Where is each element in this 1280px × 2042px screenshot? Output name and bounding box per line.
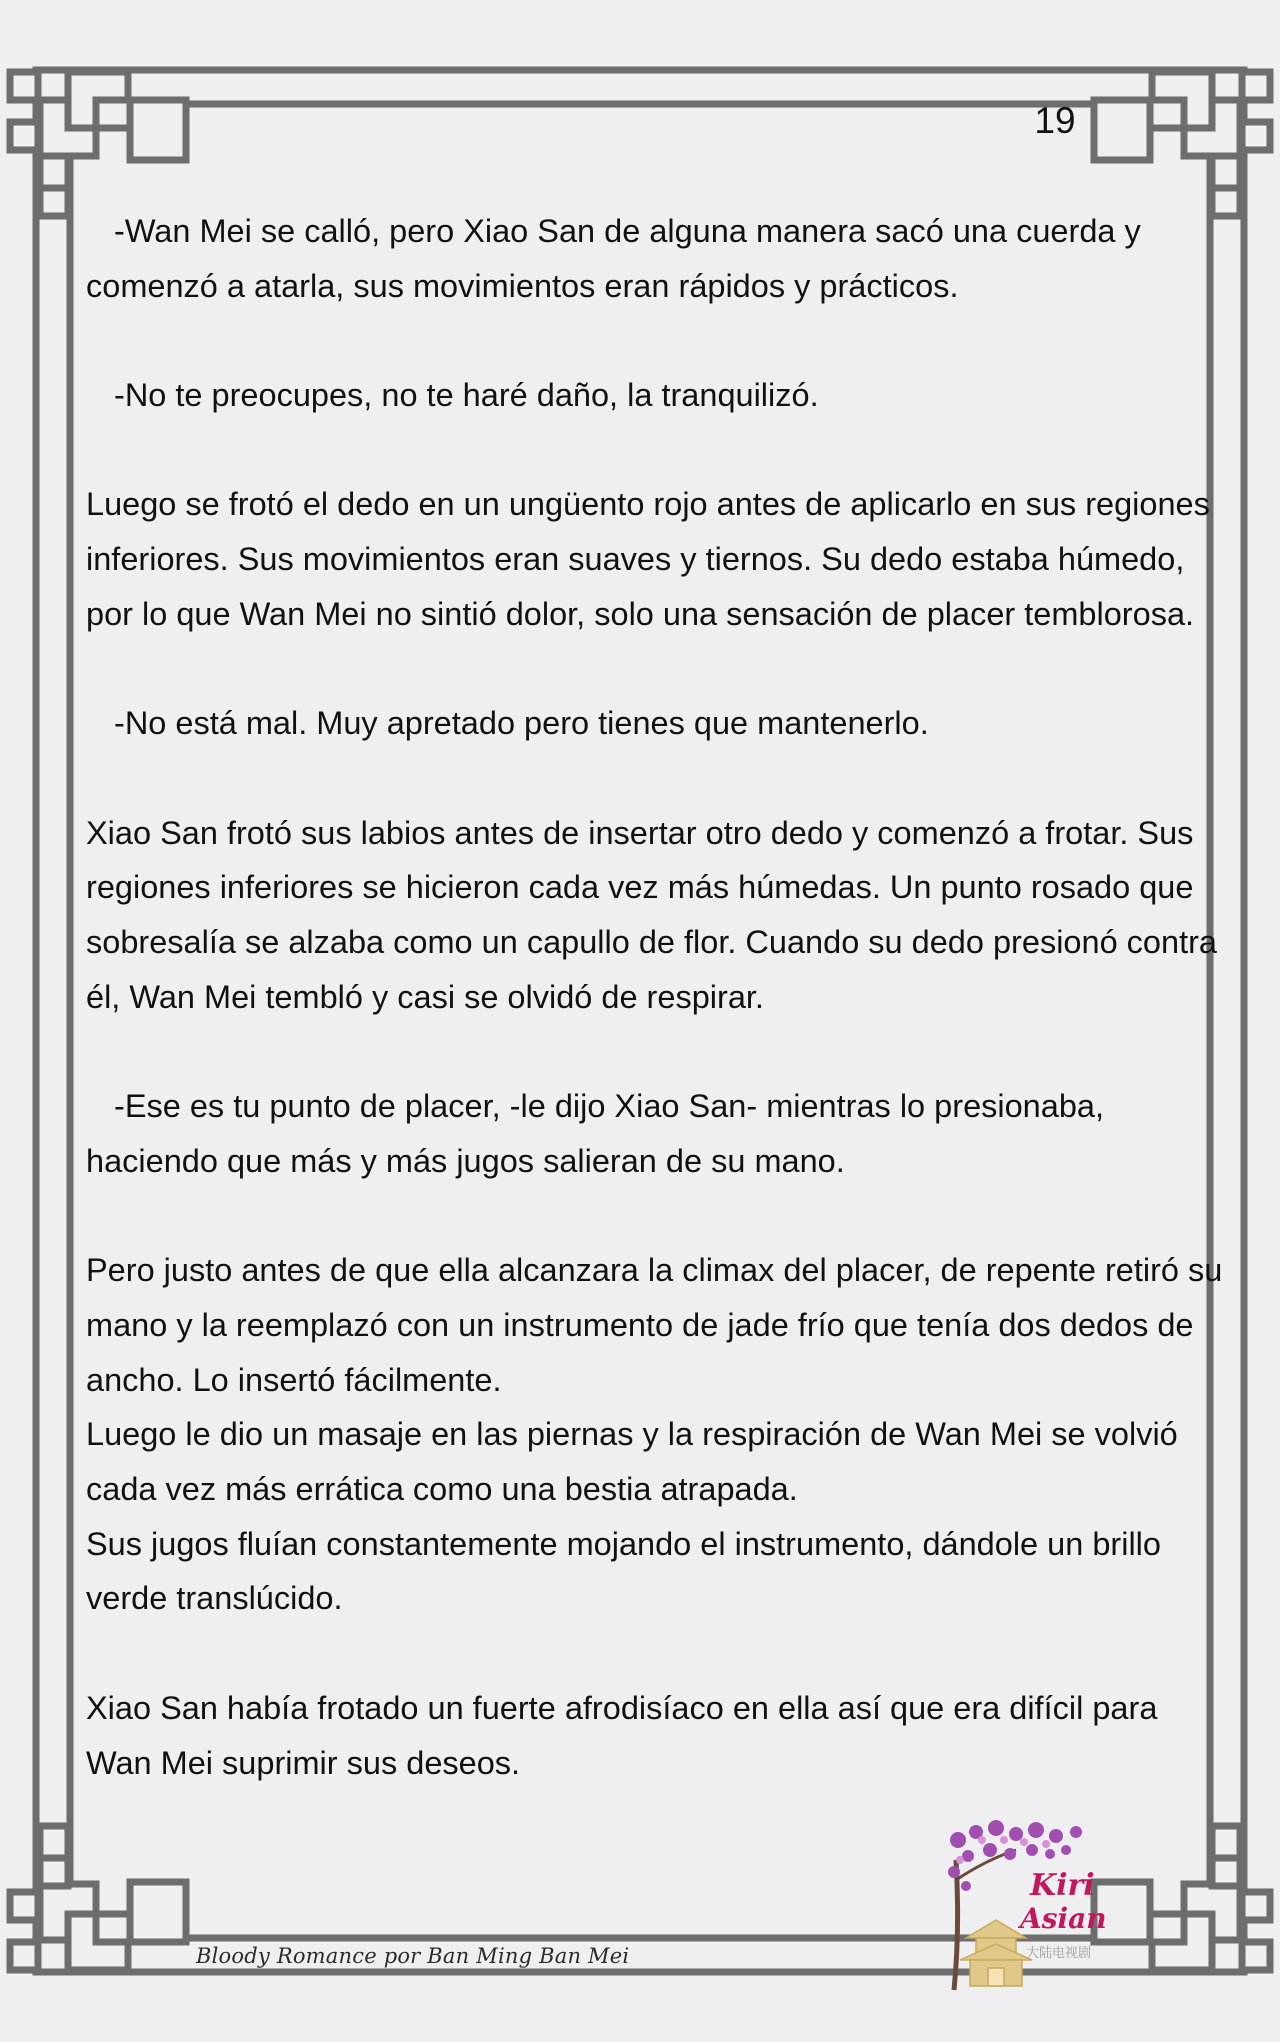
paragraph-6: -Ese es tu punto de placer, -le dijo Xiao San- mientras lo presionaba, haciendo que más y más jugos salieran de su mano. xyxy=(86,1088,1105,1179)
footer-credit: Bloody Romance por Ban Ming Ban Mei xyxy=(196,1944,630,1968)
paragraph-8: Luego le dio un masaje en las piernas y la respiración de Wan Mei se volvió cada vez más errática como una bestia atrapada. xyxy=(86,1416,1178,1508)
paragraph-9: Sus jugos fluían constantemente mojando el instrumento, dándole un brillo verde translúcido. xyxy=(86,1525,1161,1617)
paragraph-2: -No te preocupes, no te haré daño, la tranquilizó. xyxy=(114,377,819,414)
paragraph-7: Pero justo antes de que ella alcanzara la climax del placer, de repente retiró su mano y la reemplazó con un instrumento de jade frío que tenía dos dedos de ancho. Lo insertó fácilmente. xyxy=(86,1252,1223,1398)
paragraph-4: -No está mal. Muy apretado pero tienes que mantenerlo. xyxy=(114,705,929,742)
logo-word-2: Asian xyxy=(1020,1902,1107,1935)
logo-word-1: Kiri xyxy=(1030,1868,1095,1903)
paragraph-3: Luego se frotó el dedo en un ungüento rojo antes de aplicarlo en sus regiones inferiores. Sus movimientos eran suaves y tiernos. Su dedo estaba húmedo, por lo que Wan Mei no sintió dolor, solo una sensación de placer temblorosa. xyxy=(86,486,1210,632)
page-number: 19 xyxy=(1034,100,1076,141)
paragraph-1: -Wan Mei se calló, pero Xiao San de alguna manera sacó una cuerda y comenzó a atarla, sus movimientos eran rápidos y prácticos. xyxy=(86,213,1141,304)
paragraph-5: Xiao San frotó sus labios antes de insertar otro dedo y comenzó a frotar. Sus regiones inferiores se hicieron cada vez más húmedas. Un punto rosado que sobresalía se alzaba como un capullo de flor. Cuando su dedo presionó contra él, Wan Mei tembló y casi se olvidó de respirar. xyxy=(86,814,1218,1015)
kiri-asian-logo xyxy=(946,1820,1106,1992)
story-text xyxy=(86,204,1226,1790)
paragraph-10: Xiao San había frotado un fuerte afrodisíaco en ella así que era difícil para Wan Mei suprimir sus deseos. xyxy=(86,1689,1158,1781)
logo-subtitle: 大陆电视剧 xyxy=(1026,1946,1092,1961)
